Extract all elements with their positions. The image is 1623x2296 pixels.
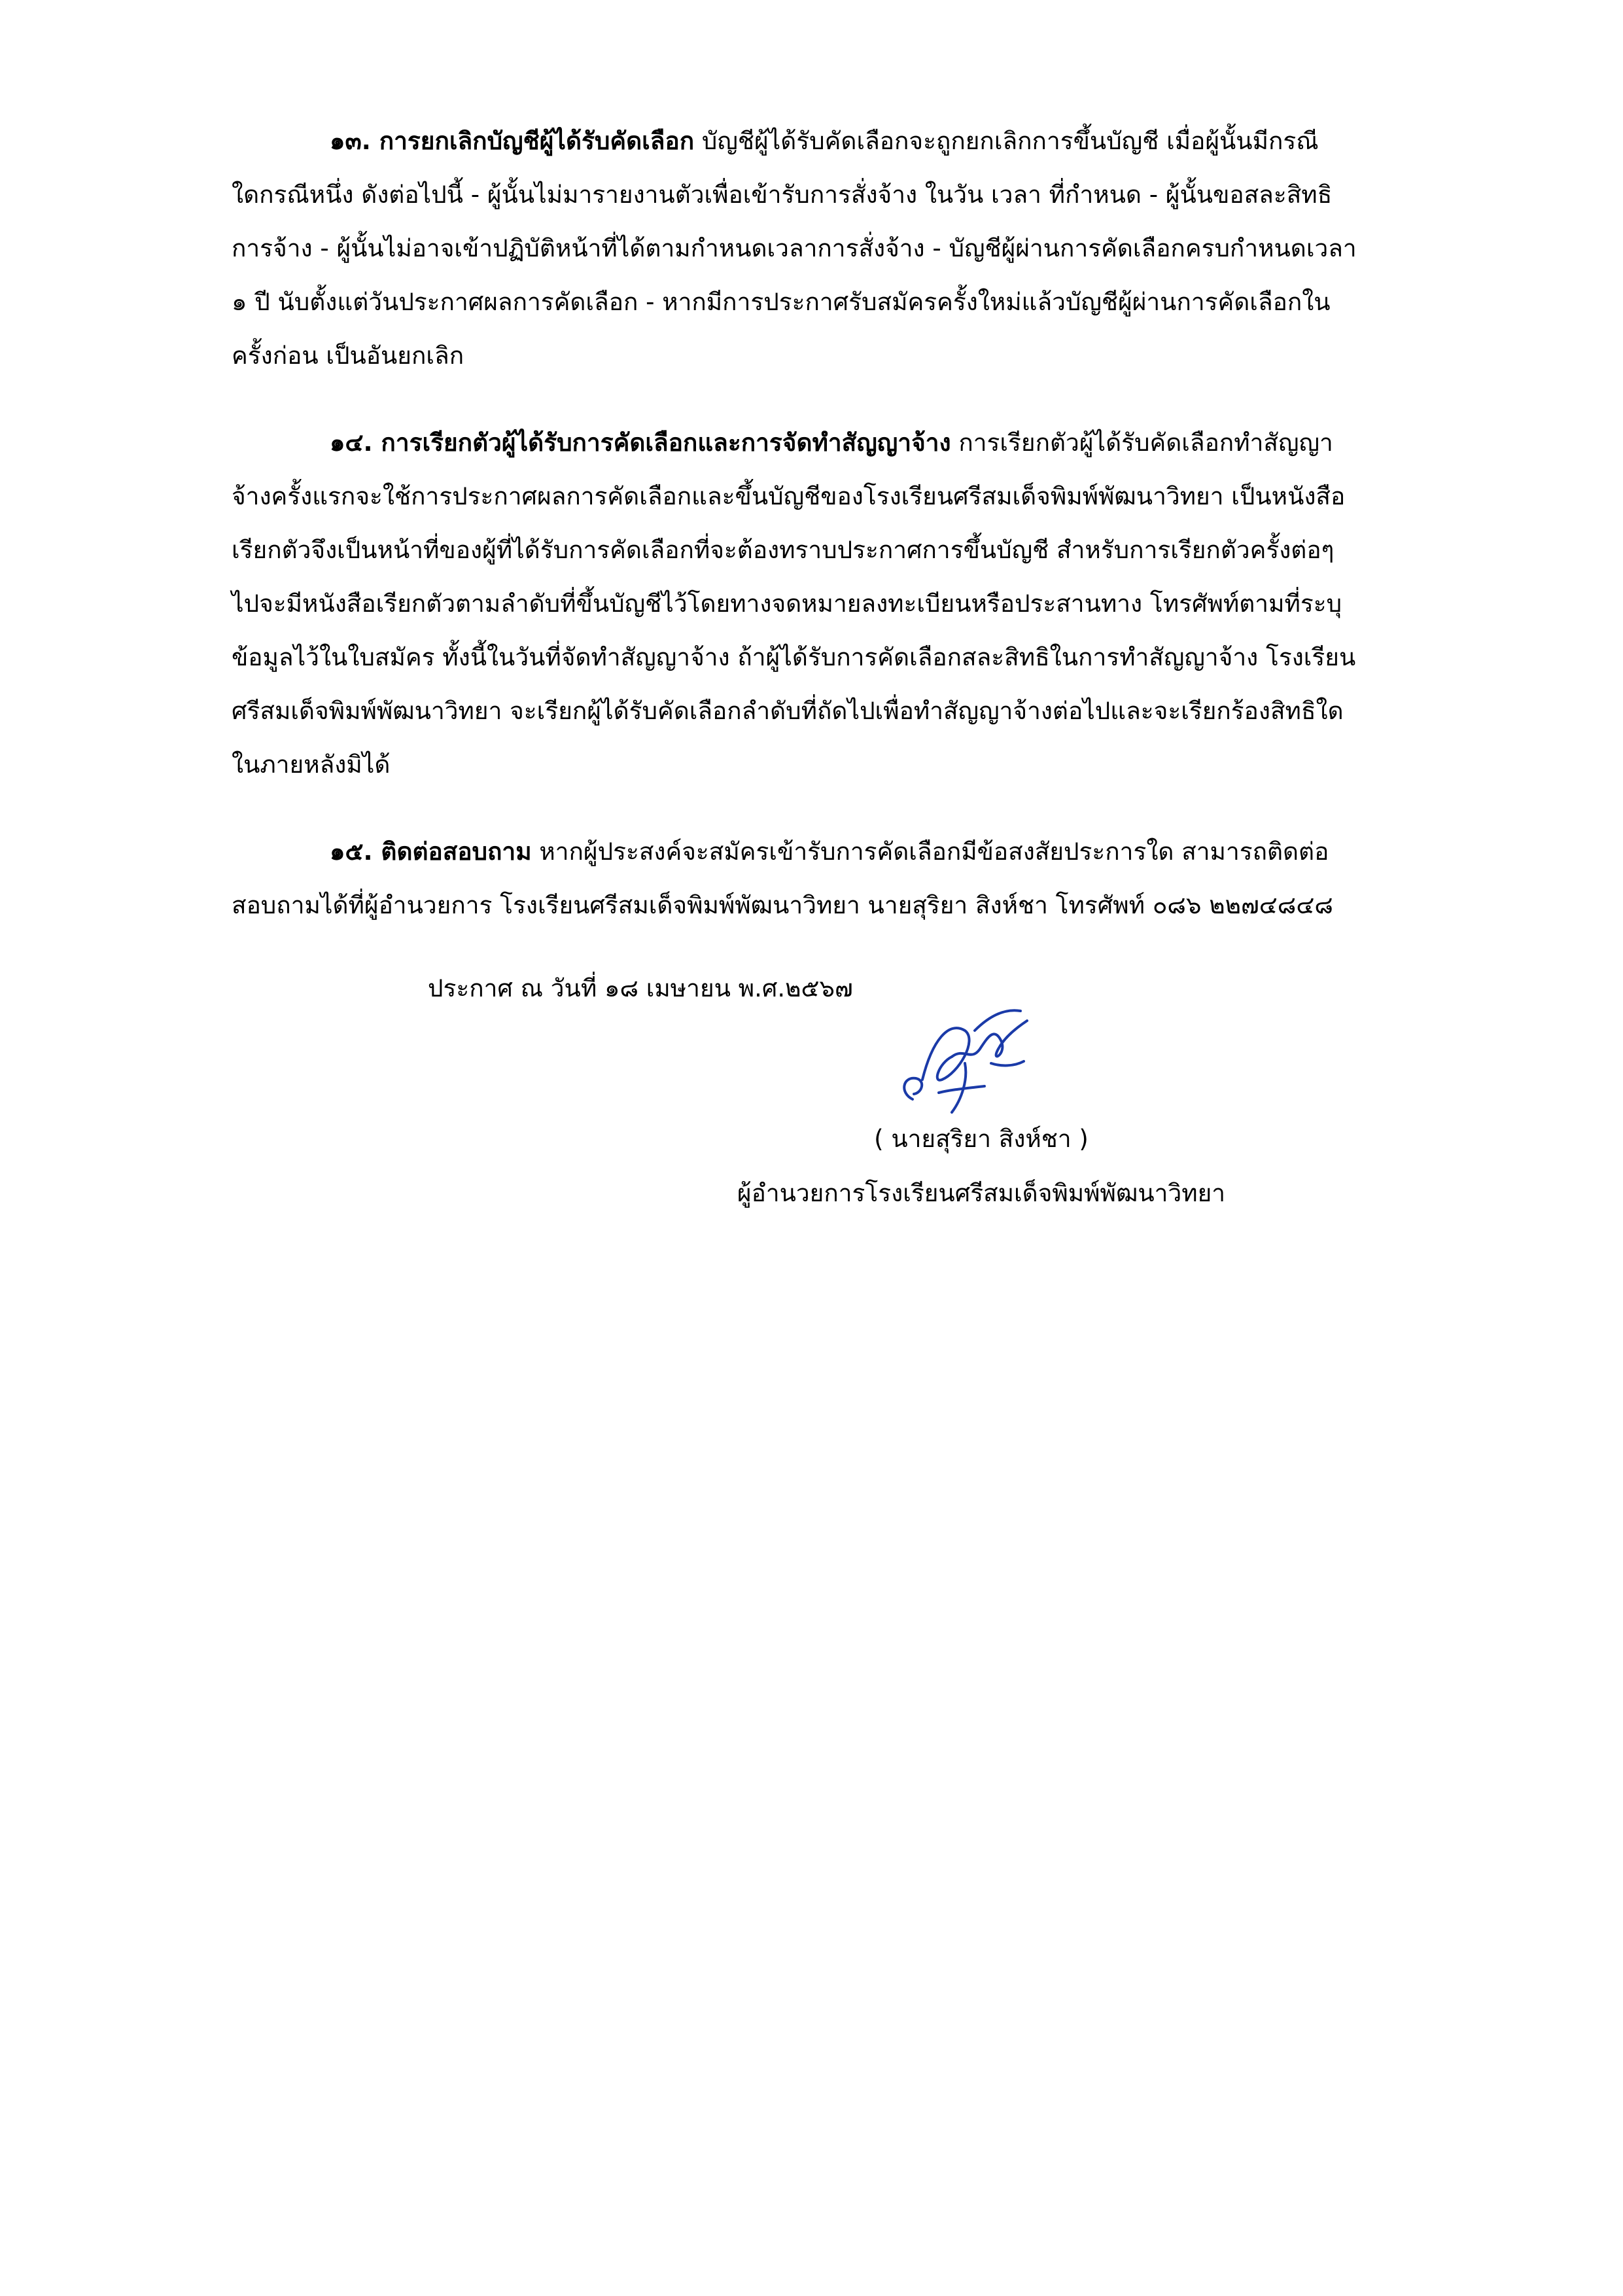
section-14-first-line: [232, 416, 1465, 470]
section-15-heading: ๑๕. ติดต่อสอบถาม: [330, 838, 532, 866]
section-14-line: เรียกตัวจึงเป็นหน้าที่ของผู้ที่ได้รับการคัดเลือกที่จะต้องทราบประกาศการขึ้นบัญชี สำหรับการเรียกตัวครั้งต่อๆ: [232, 536, 1335, 564]
section-13-line: ครั้งก่อน เป็นอันยกเลิก: [232, 342, 464, 370]
section-13-first-line: [232, 115, 1465, 168]
section-14-line: ในภายหลังมิได้: [232, 751, 391, 779]
section-14-line: ศรีสมเด็จพิมพ์พัฒนาวิทยา จะเรียกผู้ได้รับคัดเลือกลำดับที่ถัดไปเพื่อทำสัญญาจ้างต่อไปและจะเรียกร้องสิทธิใด: [232, 697, 1344, 725]
section-13: [232, 115, 1465, 383]
section-13-line: ๑ ปี นับตั้งแต่วันประกาศผลการคัดเลือก - หากมีการประกาศรับสมัครครั้งใหม่แล้วบัญชีผู้ผ่านการคัดเลือกใน: [232, 288, 1331, 316]
announcement-date: ประกาศ ณ วันที่ ๑๘ เมษายน พ.ศ.๒๕๖๗: [428, 974, 853, 1002]
section-13-heading: ๑๓. การยกเลิกบัญชีผู้ได้รับคัดเลือก: [330, 127, 695, 155]
section-15-text: หากผู้ประสงค์จะสมัครเข้ารับการคัดเลือกมีข้อสงสัยประการใด สามารถติดต่อ: [531, 838, 1329, 866]
section-14-line: ข้อมูลไว้ในใบสมัคร ทั้งนี้ในวันที่จัดทำสัญญาจ้าง ถ้าผู้ได้รับการคัดเลือกสละสิทธิในการทำสัญญาจ้าง โรงเรียน: [232, 643, 1356, 671]
section-14-line: ไปจะมีหนังสือเรียกตัวตามลำดับที่ขึ้นบัญชีไว้โดยทางจดหมายลงทะเบียนหรือประสานทาง โทรศัพท์ตามที่ระบุ: [232, 590, 1342, 618]
section-14-heading: ๑๔. การเรียกตัวผู้ได้รับการคัดเลือกและการจัดทำสัญญาจ้าง: [330, 429, 951, 457]
signatory-name: ( นายสุริยา สิงห์ชา ): [874, 1125, 1089, 1153]
section-13-text: บัญชีผู้ได้รับคัดเลือกจะถูกยกเลิกการขึ้นบัญชี เมื่อผู้นั้นมีกรณี: [694, 127, 1319, 155]
section-13-line: การจ้าง - ผู้นั้นไม่อาจเข้าปฏิบัติหน้าที่ได้ตามกำหนดเวลาการสั่งจ้าง - บัญชีผู้ผ่านการคัดเลือกครบกำหนดเวลา: [232, 234, 1357, 262]
section-15-first-line: [232, 825, 1465, 879]
section-14: [232, 416, 1465, 792]
section-15-line: สอบถามได้ที่ผู้อำนวยการ โรงเรียนศรีสมเด็จพิมพ์พัฒนาวิทยา นายสุริยา สิงห์ชา โทรศัพท์ ๐๘๖ ๒๒๗๔๘๔๘: [232, 891, 1333, 919]
section-13-line: ใดกรณีหนึ่ง ดังต่อไปนี้ - ผู้นั้นไม่มารายงานตัวเพื่อเข้ารับการสั่งจ้าง ในวัน เวลา ที่กำหนด - ผู้นั้นขอสละสิทธิ: [232, 181, 1333, 209]
section-15: [232, 825, 1465, 932]
handwritten-signature: [886, 1001, 1037, 1119]
section-14-text: การเรียกตัวผู้ได้รับคัดเลือกทำสัญญา: [951, 429, 1333, 457]
section-14-line: จ้างครั้งแรกจะใช้การประกาศผลการคัดเลือกและขึ้นบัญชีของโรงเรียนศรีสมเด็จพิมพ์พัฒนาวิทยา เป็นหนังสือ: [232, 482, 1346, 510]
signatory-position: ผู้อำนวยการโรงเรียนศรีสมเด็จพิมพ์พัฒนาวิทยา: [737, 1179, 1226, 1207]
